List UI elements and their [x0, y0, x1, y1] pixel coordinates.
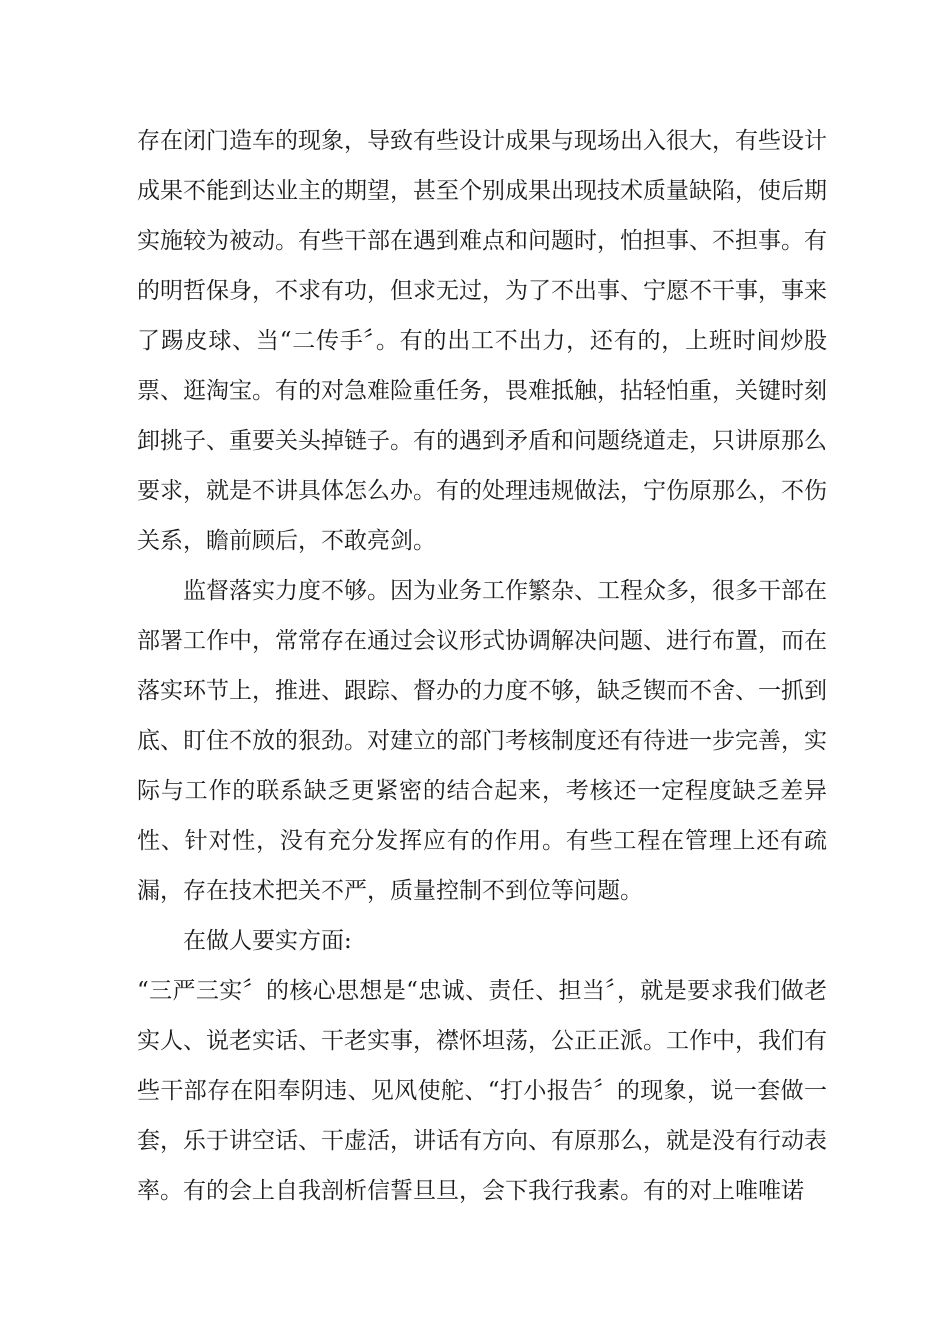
paragraph-2: 监督落实力度不够。因为业务工作繁杂、工程众多，很多干部在部署工作中，常常存在通过会议形式协调解决问题、进行布置，而在落实环节上，推进、跟踪、督办的力度不够，缺乏锲而不舍、一抓到底、盯住不放的狠劲。对建立的部门考核制度还有待进一步完善，实际与工作的联系缺乏更紧密的结合起来，考核还一定程度缺乏差异性、针对性，没有充分发挥应有的作用。有些工程在管理上还有疏漏，存在技术把关不严，质量控制不到位等问题。	[137, 578, 827, 904]
paragraph-3-heading: 在做人要实方面:	[183, 928, 352, 954]
paragraph-1: 存在闭门造车的现象，导致有些设计成果与现场出入很大，有些设计成果不能到达业主的期望，甚至个别成果出现技术质量缺陷，使后期实施较为被动。有些干部在遇到难点和问题时，怕担事、不担事。有的明哲保身，不求有功，但求无过，为了不出事、宁愿不干事，事来了踢皮球、当“二传手〞。有的出工不出力，还有的，上班时间炒股票、逛淘宝。有的对急难险重任务，畏难抵触，拈轻怕重，关键时刻卸挑子、重要关头掉链子。有的遇到矛盾和问题绕道走，只讲原那么要求，就是不讲具体怎么办。有的处理违规做法，宁伤原那么，不伤关系，瞻前顾后，不敢亮剑。	[137, 128, 827, 554]
paragraph-4: “三严三实〞的核心思想是“忠诚、责任、担当〞，就是要求我们做老实人、说老实话、干老实事，襟怀坦荡，公正正派。工作中，我们有些干部存在阳奉阴违、见风使舵、“打小报告〞的现象，说一套做一套，乐于讲空话、干虚活，讲话有方向、有原那么，就是没有行动表率。有的会上自我剖析信誓旦旦，会下我行我素。有的对上唯唯诺	[137, 978, 827, 1204]
document-body	[137, 116, 827, 1216]
